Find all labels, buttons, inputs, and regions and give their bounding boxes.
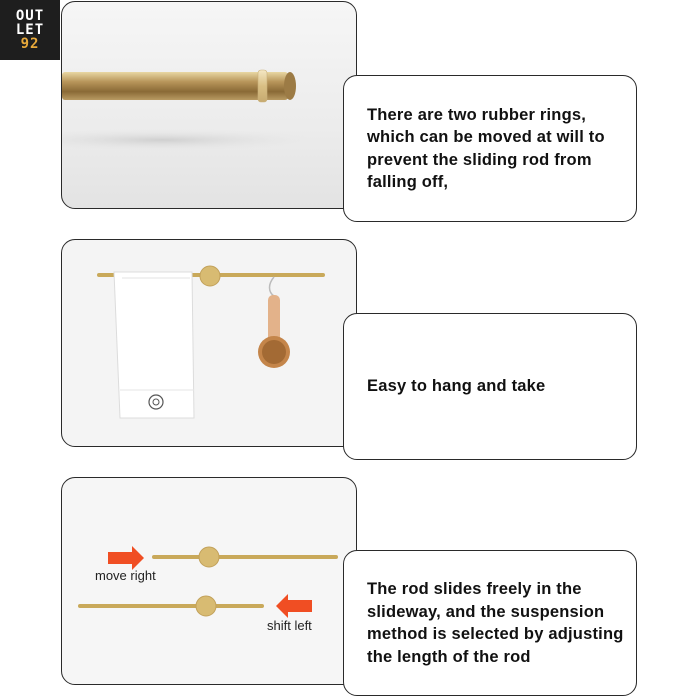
rubber-ring	[258, 70, 267, 102]
towel-hanging-photo	[61, 239, 357, 447]
outlet92-logo	[0, 0, 60, 60]
text-slides-freely: The rod slides freely in the slideway, and the suspension method is selected by adjusting the length of the rod	[367, 580, 624, 666]
arrow-right-icon	[108, 546, 144, 570]
rod-end	[284, 72, 296, 100]
text-box-rubber-rings	[343, 75, 637, 222]
towel	[114, 272, 194, 418]
rod-closeup-illustration	[62, 2, 356, 208]
sliding-rod-photo	[61, 477, 357, 685]
rod-closeup-photo	[61, 1, 357, 209]
logo-line-2: LET	[15, 22, 45, 38]
rod-left	[78, 604, 264, 608]
mount-disc-top	[199, 547, 219, 567]
text-box-slides-freely	[343, 550, 637, 696]
rod-right	[152, 555, 338, 559]
mount-disc-bottom	[196, 596, 216, 616]
text-box-easy-hang	[343, 313, 637, 460]
rod-shadow	[62, 128, 332, 152]
logo-line-1: OUT	[15, 8, 45, 24]
arrow-left-icon	[276, 594, 312, 618]
rod-body	[62, 72, 288, 100]
text-rubber-rings: There are two rubber rings, which can be moved at will to prevent the sliding rod from falling off,	[367, 105, 605, 191]
text-easy-hang: Easy to hang and take	[367, 377, 546, 396]
logo-line-3: 92	[20, 36, 40, 52]
brush-cord	[270, 277, 275, 296]
caption-shift-left: shift left	[267, 618, 312, 633]
wall-mount-disc	[200, 266, 220, 286]
towel-hanging-illustration	[62, 240, 356, 446]
caption-move-right: move right	[95, 568, 156, 583]
